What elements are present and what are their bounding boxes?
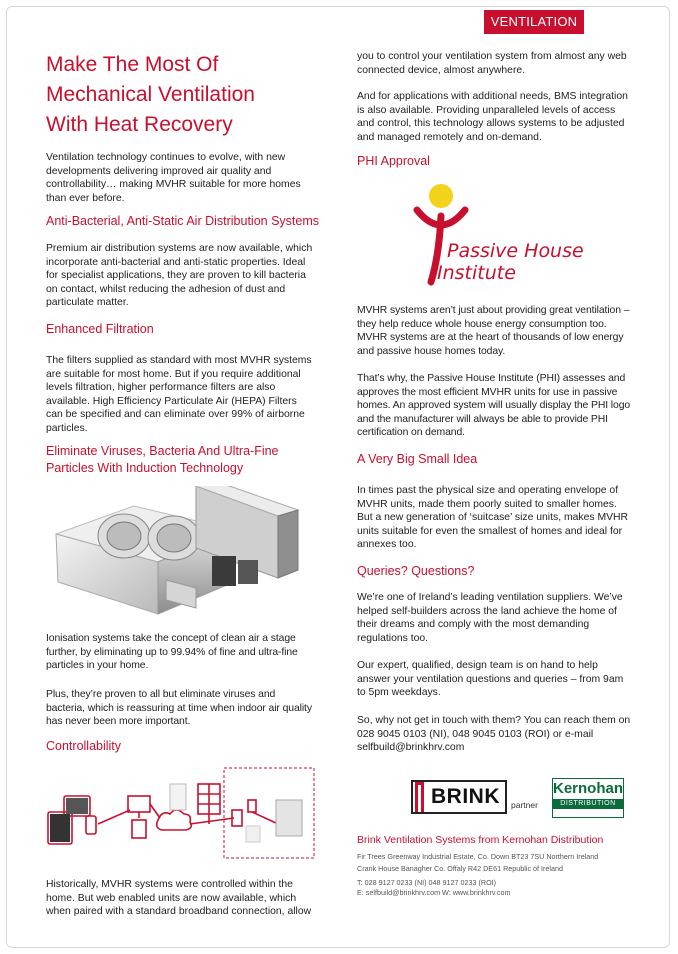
- footer-phone: T: 028 9127 0233 (NI) 048 9127 0233 (ROI): [357, 878, 497, 887]
- mvhr-unit-image: [46, 486, 318, 626]
- design-team-paragraph: Our expert, qualified, design team is on hand to help answer your ventilation questions and queries – from 9am to 5pm weekdays.: [357, 660, 624, 699]
- heading-anti-bacterial: Anti-Bacterial, Anti-Static Air Distribution Systems: [46, 214, 320, 228]
- small-idea-paragraph: In times past the physical size and operating envelope of MVHR units, made them poorly suited to smaller homes. But a new generation of ‘suitcase’ size units, makes MVHR units suitable for even the smallest of homes and ideal for annexes too.: [357, 485, 629, 551]
- phi-logo-text: [437, 240, 584, 284]
- phi-paragraph: MVHR systems aren’t just about providing great ventilation – they help reduce whole house energy consumption too. MVHR systems are at the heart of thousands of low energy and passive house homes today.: [357, 305, 630, 357]
- section-tag: VENTILATION: [484, 10, 584, 34]
- brink-logo: [411, 780, 507, 814]
- intro-paragraph: Ventilation technology continues to evolve, with new developments delivering improved air quality and controllability… making MVHR suitable for more homes than ever before.: [46, 152, 301, 204]
- distribution-logo-text: DISTRIBUTION: [553, 799, 623, 809]
- kernohan-logo: [552, 778, 624, 818]
- heading-induction: [46, 443, 322, 477]
- controllability-diagram: [38, 766, 318, 862]
- filtration-paragraph: The filters supplied as standard with most MVHR systems are suitable for most home. But if you require additional levels filtration, higher performance filters are also available. High Efficiency Particulate Air (HEPA) Filters can be specified and can eliminate over 99% of airborne particles.: [46, 355, 312, 434]
- contact-paragraph: So, why not get in touch with them? You can reach them on 028 9045 0103 (NI), 048 9045 0103 (ROI) or e-mail selfbuild@brinkhrv.com: [357, 715, 631, 754]
- phi-logo-line-1: Passive House: [447, 240, 584, 262]
- footer-company: Brink Ventilation Systems from Kernohan Distribution: [357, 834, 604, 846]
- heading-filtration: Enhanced Filtration: [46, 322, 154, 336]
- viruses-paragraph: Plus, they’re proven to all but eliminate viruses and bacteria, which is reassuring at time when indoor air quality has never been more important.: [46, 689, 312, 728]
- queries-paragraph: We’re one of Ireland’s leading ventilation suppliers. We’ve helped self-builders across the land achieve the home of their dreams and comply with the most demanding regulations too.: [357, 592, 623, 644]
- controllability-paragraph: Historically, MVHR systems were controlled within the home. But web enabled units are now available, which when paired with a standard broadband connection, allow: [46, 879, 312, 918]
- brink-logo-mark-icon: [415, 782, 424, 812]
- anti-bacterial-paragraph: Premium air distribution systems are now available, which incorporate anti-bacterial and anti-static properties. Ideal for specialist applications, they are proven to kill bacteria on contact, whilst reducing the adhesion of dust and particulate matter.: [46, 243, 313, 309]
- kernohan-logo-text: Kernohan: [553, 780, 624, 797]
- heading-small-idea: A Very Big Small Idea: [357, 452, 478, 466]
- induction-heading-line-1: Eliminate Viruses, Bacteria And Ultra-Fine: [46, 444, 279, 458]
- passive-house-institute-logo: [413, 182, 613, 292]
- footer-address-2: Crank House Banagher Co. Offaly R42 DE61 Republic of Ireland: [357, 864, 564, 873]
- continued-paragraph: you to control your ventilation system from almost any web connected device, almost anywhere.: [357, 51, 627, 76]
- ionisation-paragraph: Ionisation systems take the concept of clean air a stage further, by eliminating up to 99.94% of fine and ultra-fine particles in your home.: [46, 633, 298, 672]
- partner-label: partner: [511, 800, 538, 810]
- title-line-2: Mechanical Ventilation: [46, 83, 255, 106]
- heading-phi-approval: PHI Approval: [357, 154, 430, 168]
- page-title: [46, 50, 322, 140]
- title-line-3: With Heat Recovery: [46, 113, 233, 136]
- footer-web: E: selfbuild@brinkhrv.com W: www.brinkhrv.com: [357, 888, 511, 897]
- title-line-1: Make The Most Of: [46, 53, 219, 76]
- induction-heading-line-2: Particles With Induction Technology: [46, 461, 244, 475]
- bms-paragraph: And for applications with additional needs, BMS integration is also available. Providing unparalleled levels of access and control, this technology allows systems to be adjusted and managed remotely and on-demand.: [357, 91, 628, 143]
- phi-paragraph-2: That’s why, the Passive House Institute (PHI) assesses and approves the most efficient MVHR units for use in passive homes. An approved system will usually display the PHI logo and the manufacturer will always be able to provide PHI certification on demand.: [357, 373, 631, 439]
- heading-queries: Queries? Questions?: [357, 564, 475, 578]
- heading-controllability: Controllability: [46, 739, 122, 753]
- footer-address-1: Fir Trees Greenway Industrial Estate, Co. Down BT23 7SU Northern Ireland: [357, 852, 599, 861]
- phi-logo-line-2: Institute: [437, 262, 516, 284]
- brink-logo-text: BRINK: [431, 785, 500, 808]
